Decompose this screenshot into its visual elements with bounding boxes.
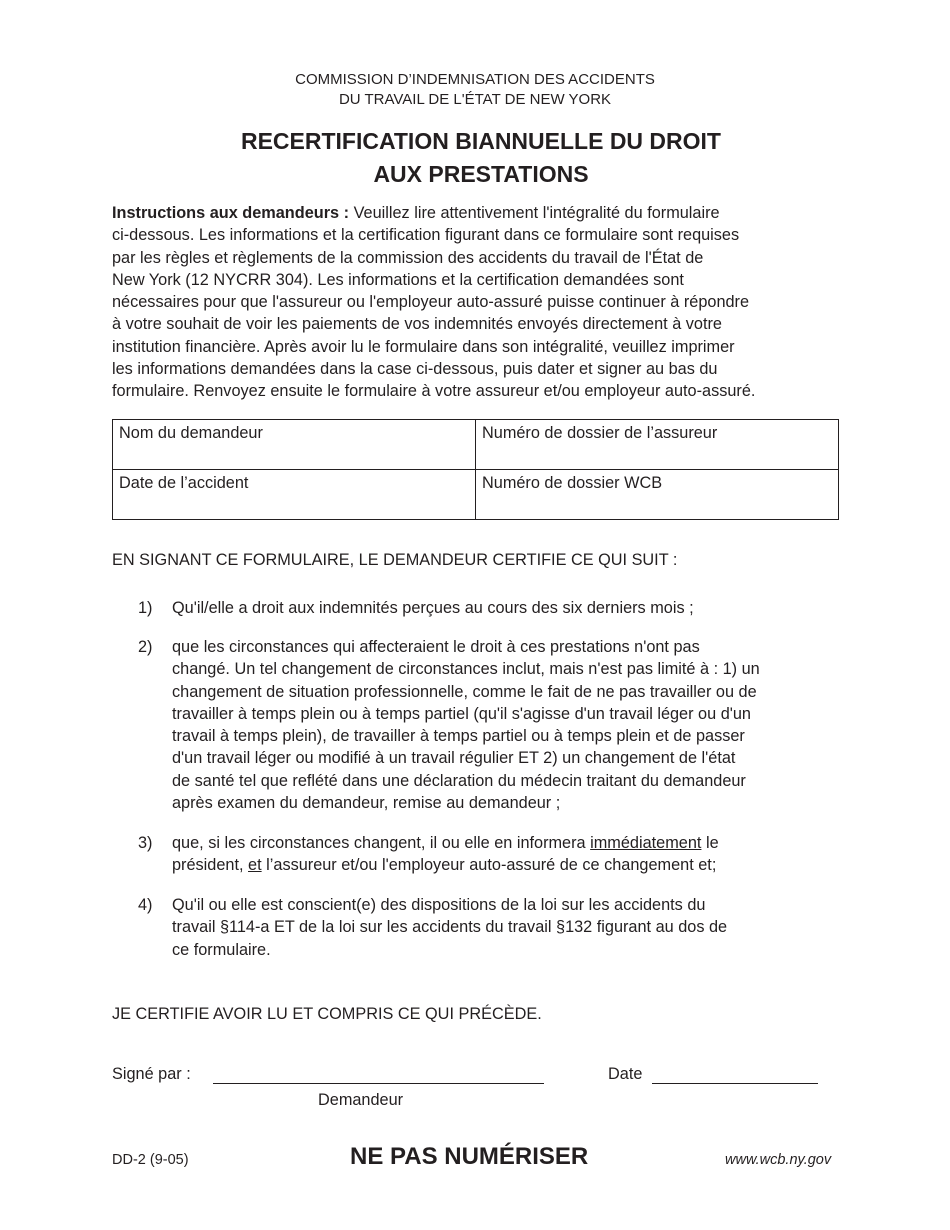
item-text: après examen du demandeur, remise au demandeur ;	[172, 794, 561, 813]
instructions-line: nécessaires pour que l'assureur ou l'employeur auto-assuré puisse continuer à répondre	[112, 293, 750, 312]
instructions-line: les informations demandées dans la case ci-dessous, puis dater et signer au bas du	[112, 360, 718, 379]
instructions-line: institution financière. Après avoir lu le formulaire dans son intégralité, veuillez imprimer	[112, 337, 735, 356]
agency-line-2: DU TRAVAIL DE L'ÉTAT DE NEW YORK	[338, 91, 612, 108]
instructions-line: par les règles et règlements de la commission des accidents du travail de l'État de	[112, 248, 704, 267]
item-number: 1)	[138, 599, 153, 617]
website-link[interactable]: www.wcb.ny.gov	[725, 1152, 832, 1168]
item-text: changé. Un tel changement de circonstances inclut, mais n'est pas limité à : 1) un	[172, 660, 760, 679]
date-line[interactable]	[652, 1083, 818, 1084]
item-text: l’assureur et/ou l'employeur auto-assuré de ce changement et;	[261, 856, 717, 875]
item-text: Qu'il/elle a droit aux indemnités perçues au cours des six derniers mois ;	[172, 599, 694, 617]
emphasis-underline: et	[248, 856, 262, 875]
item-number: 2)	[138, 638, 153, 656]
item-text: que, si les circonstances changent, il ou elle en informera	[172, 834, 591, 852]
date-label: Date	[608, 1065, 643, 1083]
carrier-case-number-label: Numéro de dossier de l’assureur	[482, 424, 718, 442]
item-text: ce formulaire.	[172, 940, 271, 959]
wcb-case-number-field[interactable]	[476, 470, 839, 520]
instructions-text: Veuillez lire attentivement l'intégralité du formulaire	[349, 204, 720, 222]
instructions-paragraph	[112, 202, 852, 403]
item-text: Qu'il ou elle est conscient(e) des dispositions de la loi sur les accidents du	[172, 896, 706, 914]
item-text: changement de situation professionnelle, comme le fait de ne pas travailler ou de	[172, 682, 757, 701]
accident-date-field[interactable]	[113, 470, 476, 520]
certify-statement: JE CERTIFIE AVOIR LU ET COMPRIS CE QUI PRÉCÈDE.	[112, 1005, 542, 1023]
signature-line[interactable]	[213, 1083, 544, 1084]
item-text: travail à temps plein), de travailler à temps partiel ou à temps plein et de passer	[172, 727, 745, 746]
title-line-1: RECERTIFICATION BIANNUELLE DU DROIT	[240, 128, 721, 154]
claimant-info-table	[112, 419, 839, 520]
instructions-line: New York (12 NYCRR 304). Les informations et la certification demandées sont	[112, 270, 684, 289]
instructions-label: Instructions aux demandeurs :	[112, 204, 350, 222]
item-text: président,	[172, 856, 249, 875]
item-number: 4)	[138, 896, 153, 914]
item-text: de santé tel que reflété dans une déclaration du médecin traitant du demandeur	[172, 771, 746, 790]
title-line-2: AUX PRESTATIONS	[373, 161, 589, 187]
do-not-scan-notice: NE PAS NUMÉRISER	[350, 1143, 589, 1170]
accident-date-label: Date de l’accident	[119, 474, 249, 492]
instructions-line: formulaire. Renvoyez ensuite le formulaire à votre assureur et/ou employeur auto-assuré.	[112, 382, 756, 401]
claimant-name-field[interactable]	[113, 420, 476, 470]
certification-heading: EN SIGNANT CE FORMULAIRE, LE DEMANDEUR CERTIFIE CE QUI SUIT :	[112, 551, 678, 569]
item-text: d'un travail léger ou modifié à un travail régulier ET 2) un changement de l'état	[172, 749, 736, 768]
emphasis-underline: immédiatement	[590, 834, 702, 852]
wcb-case-number-label: Numéro de dossier WCB	[482, 474, 663, 492]
form-title	[0, 125, 950, 191]
agency-header	[0, 70, 950, 110]
item-text: que les circonstances qui affecteraient le droit à ces prestations n'ont pas	[172, 638, 700, 656]
carrier-case-number-field[interactable]	[476, 420, 839, 470]
item-number: 3)	[138, 834, 153, 852]
item-text: travail §114-a ET de la loi sur les accidents du travail §132 figurant au dos de	[172, 918, 728, 937]
form-number: DD-2 (9-05)	[112, 1152, 189, 1168]
instructions-line: ci-dessous. Les informations et la certification figurant dans ce formulaire sont requises	[112, 226, 740, 245]
signer-role-label: Demandeur	[318, 1091, 404, 1109]
item-text: le	[701, 834, 719, 852]
item-text: travailler à temps plein ou à temps partiel (qu'il s'agisse d'un travail léger ou d'un	[172, 704, 751, 723]
agency-line-1: COMMISSION D’INDEMNISATION DES ACCIDENTS	[295, 71, 655, 88]
instructions-line: à votre souhait de voir les paiements de vos indemnités envoyés directement à votre	[112, 315, 722, 334]
claimant-name-label: Nom du demandeur	[119, 424, 263, 442]
signed-by-label: Signé par :	[112, 1065, 191, 1083]
